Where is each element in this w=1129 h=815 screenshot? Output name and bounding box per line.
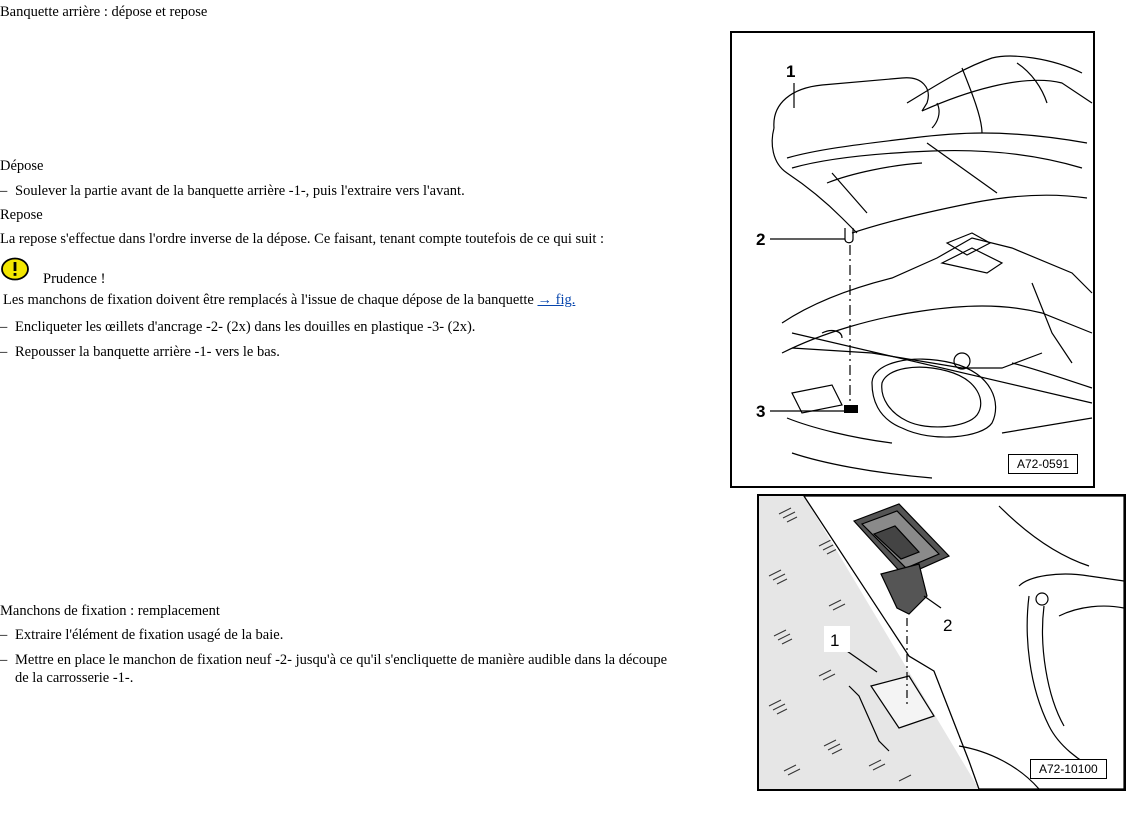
repose-intro: La repose s'effectue dans l'ordre inverse de la dépose. Ce faisant, tenant compte toutefois de ce qui suit : [0, 231, 605, 247]
figure-fixing-sleeve [757, 494, 1126, 791]
callout-2: 2 [943, 616, 953, 635]
page-title: Banquette arrière : dépose et repose [0, 4, 208, 20]
repose-heading: Repose [0, 207, 43, 223]
figure-link[interactable]: → fig. [537, 292, 576, 308]
caution-label: Prudence ! [43, 271, 106, 287]
manchons-heading: Manchons de fixation : remplacement [0, 603, 220, 619]
callout-1: 1 [830, 631, 840, 650]
dash: – [0, 183, 8, 199]
caution-text: Les manchons de fixation doivent être remplacés à l'issue de chaque dépose de la banquette → fig. [3, 292, 576, 308]
figure-rear-seat [730, 31, 1095, 488]
depose-heading: Dépose [0, 158, 44, 174]
figure-code: A72-0591 [1008, 454, 1078, 474]
callout-2: 2 [756, 230, 766, 249]
callout-3: 3 [756, 402, 766, 421]
fixing-sleeve-drawing [759, 496, 1124, 789]
caution-icon [1, 257, 29, 281]
rear-seat-drawing [732, 33, 1093, 486]
callout-1: 1 [786, 62, 796, 81]
manchons-step-2-cont: de la carrosserie -1-. [15, 670, 134, 686]
figure-code: A72-10100 [1030, 759, 1107, 779]
